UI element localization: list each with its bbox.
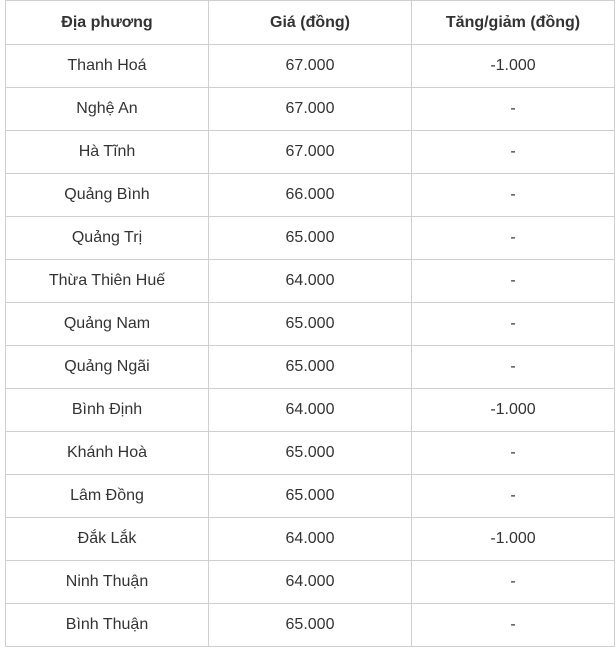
table-row bbox=[6, 174, 615, 217]
cell-price: 65.000 bbox=[209, 217, 412, 260]
cell-region: Nghệ An bbox=[6, 88, 209, 131]
cell-region: Hà Tĩnh bbox=[6, 131, 209, 174]
cell-price: 67.000 bbox=[209, 131, 412, 174]
cell-price: 65.000 bbox=[209, 475, 412, 518]
table-row bbox=[6, 561, 615, 604]
table-row bbox=[6, 432, 615, 475]
table-row bbox=[6, 131, 615, 174]
cell-price: 64.000 bbox=[209, 561, 412, 604]
table-row bbox=[6, 389, 615, 432]
table-row bbox=[6, 88, 615, 131]
cell-price: 64.000 bbox=[209, 260, 412, 303]
cell-change: - bbox=[412, 475, 615, 518]
cell-price: 66.000 bbox=[209, 174, 412, 217]
cell-change: - bbox=[412, 604, 615, 647]
cell-change: - bbox=[412, 303, 615, 346]
cell-region: Bình Thuận bbox=[6, 604, 209, 647]
cell-region: Lâm Đồng bbox=[6, 475, 209, 518]
cell-change: - bbox=[412, 217, 615, 260]
cell-change: - bbox=[412, 561, 615, 604]
cell-region: Quảng Trị bbox=[6, 217, 209, 260]
cell-change: - bbox=[412, 346, 615, 389]
table-row bbox=[6, 475, 615, 518]
cell-change: -1.000 bbox=[412, 389, 615, 432]
price-table bbox=[5, 0, 615, 647]
cell-region: Quảng Ngãi bbox=[6, 346, 209, 389]
cell-price: 65.000 bbox=[209, 303, 412, 346]
cell-change: -1.000 bbox=[412, 45, 615, 88]
cell-price: 65.000 bbox=[209, 604, 412, 647]
cell-change: - bbox=[412, 174, 615, 217]
header-price: Giá (đồng) bbox=[209, 1, 412, 45]
cell-price: 64.000 bbox=[209, 518, 412, 561]
cell-region: Quảng Bình bbox=[6, 174, 209, 217]
cell-region: Đắk Lắk bbox=[6, 518, 209, 561]
cell-change: - bbox=[412, 88, 615, 131]
cell-change: - bbox=[412, 260, 615, 303]
table-row bbox=[6, 260, 615, 303]
cell-price: 65.000 bbox=[209, 346, 412, 389]
cell-change: - bbox=[412, 432, 615, 475]
table-row bbox=[6, 604, 615, 647]
header-row bbox=[6, 1, 615, 45]
table-row bbox=[6, 518, 615, 561]
header-region: Địa phương bbox=[6, 1, 209, 45]
cell-price: 67.000 bbox=[209, 88, 412, 131]
table-body bbox=[6, 45, 615, 647]
cell-price: 65.000 bbox=[209, 432, 412, 475]
cell-region: Ninh Thuận bbox=[6, 561, 209, 604]
cell-region: Bình Định bbox=[6, 389, 209, 432]
table-row bbox=[6, 303, 615, 346]
cell-region: Thừa Thiên Huế bbox=[6, 260, 209, 303]
cell-change: -1.000 bbox=[412, 518, 615, 561]
cell-region: Thanh Hoá bbox=[6, 45, 209, 88]
cell-price: 64.000 bbox=[209, 389, 412, 432]
cell-region: Quảng Nam bbox=[6, 303, 209, 346]
table-header bbox=[6, 1, 615, 45]
cell-price: 67.000 bbox=[209, 45, 412, 88]
table-row bbox=[6, 217, 615, 260]
cell-region: Khánh Hoà bbox=[6, 432, 209, 475]
table-row bbox=[6, 346, 615, 389]
header-change: Tăng/giảm (đồng) bbox=[412, 1, 615, 45]
table-row bbox=[6, 45, 615, 88]
cell-change: - bbox=[412, 131, 615, 174]
